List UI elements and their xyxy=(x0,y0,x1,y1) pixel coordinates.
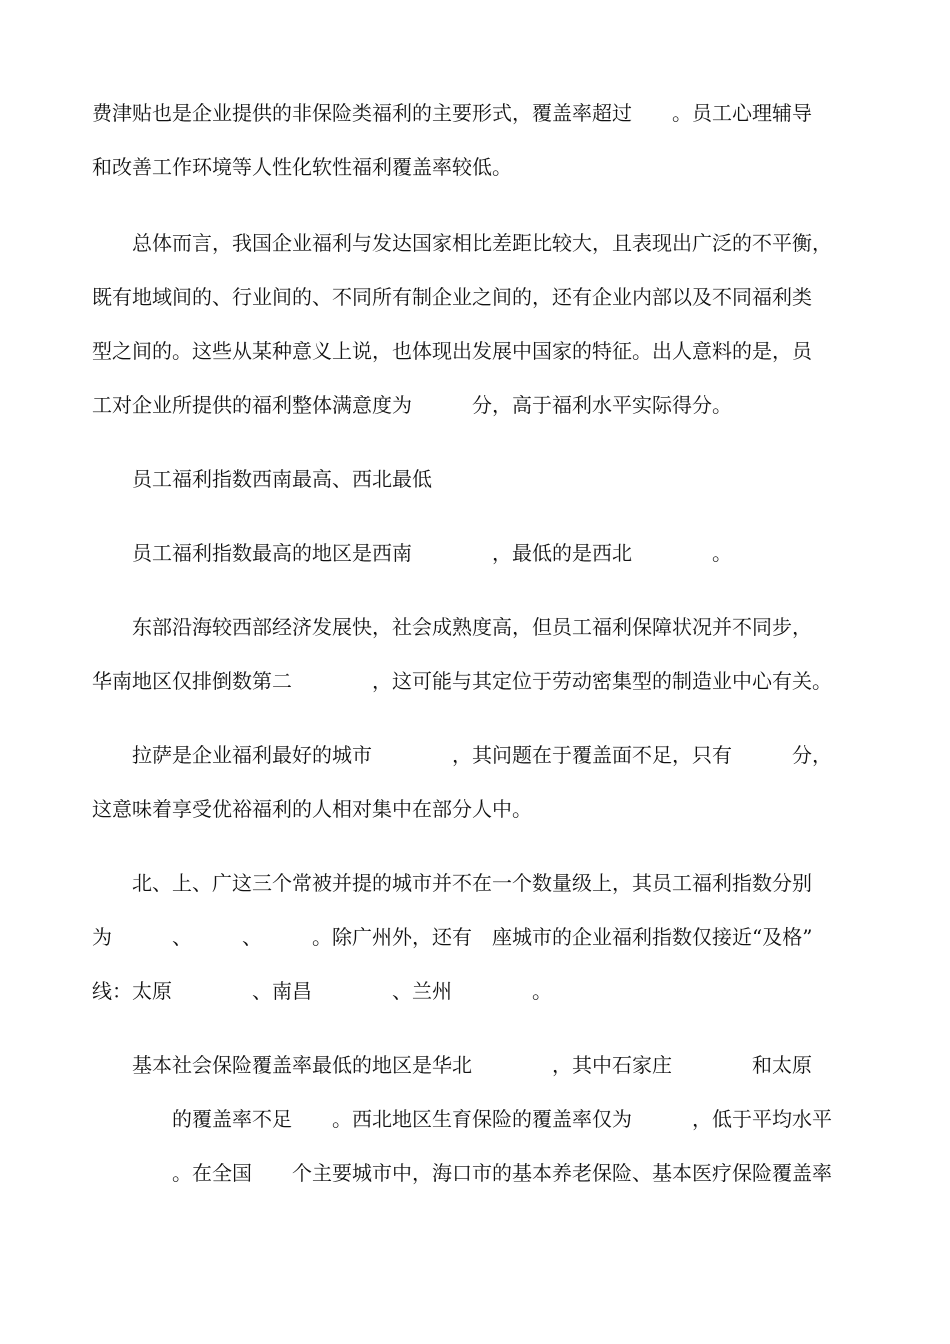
text-line: 和改善工作环境等人性化软性福利覆盖率较低。 xyxy=(92,155,512,179)
text-line: 的覆盖率不足 。西北地区生育保险的覆盖率仅为 ，低于平均水平 xyxy=(92,1107,832,1131)
text-line: 拉萨是企业福利最好的城市 ，其问题在于覆盖面不足，只有 分， xyxy=(92,743,832,767)
text-line: 。在全国 个主要城市中，海口市的基本养老保险、基本医疗保险覆盖率 xyxy=(92,1161,832,1185)
text-line: 线：太原 、南昌 、兰州 。 xyxy=(92,979,552,1003)
text-line: 华南地区仅排倒数第二 ，这可能与其定位于劳动密集型的制造业中心有关。 xyxy=(92,669,832,693)
text-line: 员工福利指数最高的地区是西南 ，最低的是西北 。 xyxy=(92,541,732,565)
text-line: 型之间的。这些从某种意义上说，也体现出发展中国家的特征。出人意料的是，员 xyxy=(92,339,812,363)
section-heading: 员工福利指数西南最高、西北最低 xyxy=(92,467,432,491)
text-line: 基本社会保险覆盖率最低的地区是华北 ，其中石家庄 和太原 xyxy=(92,1053,812,1077)
text-line: 为 、 、 。除广州外，还有 座城市的企业福利指数仅接近“及格” xyxy=(92,925,813,949)
text-line: 工对企业所提供的福利整体满意度为 分，高于福利水平实际得分。 xyxy=(92,393,732,417)
text-line: 这意味着享受优裕福利的人相对集中在部分人中。 xyxy=(92,797,532,821)
text-line: 东部沿海较西部经济发展快，社会成熟度高，但员工福利保障状况并不同步， xyxy=(92,615,812,639)
text-line: 费津贴也是企业提供的非保险类福利的主要形式，覆盖率超过 。员工心理辅导 xyxy=(92,101,812,125)
text-line: 总体而言，我国企业福利与发达国家相比差距比较大，且表现出广泛的不平衡， xyxy=(92,231,832,255)
text-line: 既有地域间的、行业间的、不同所有制企业之间的，还有企业内部以及不同福利类 xyxy=(92,285,812,309)
text-line: 北、上、广这三个常被并提的城市并不在一个数量级上，其员工福利指数分别 xyxy=(92,871,812,895)
